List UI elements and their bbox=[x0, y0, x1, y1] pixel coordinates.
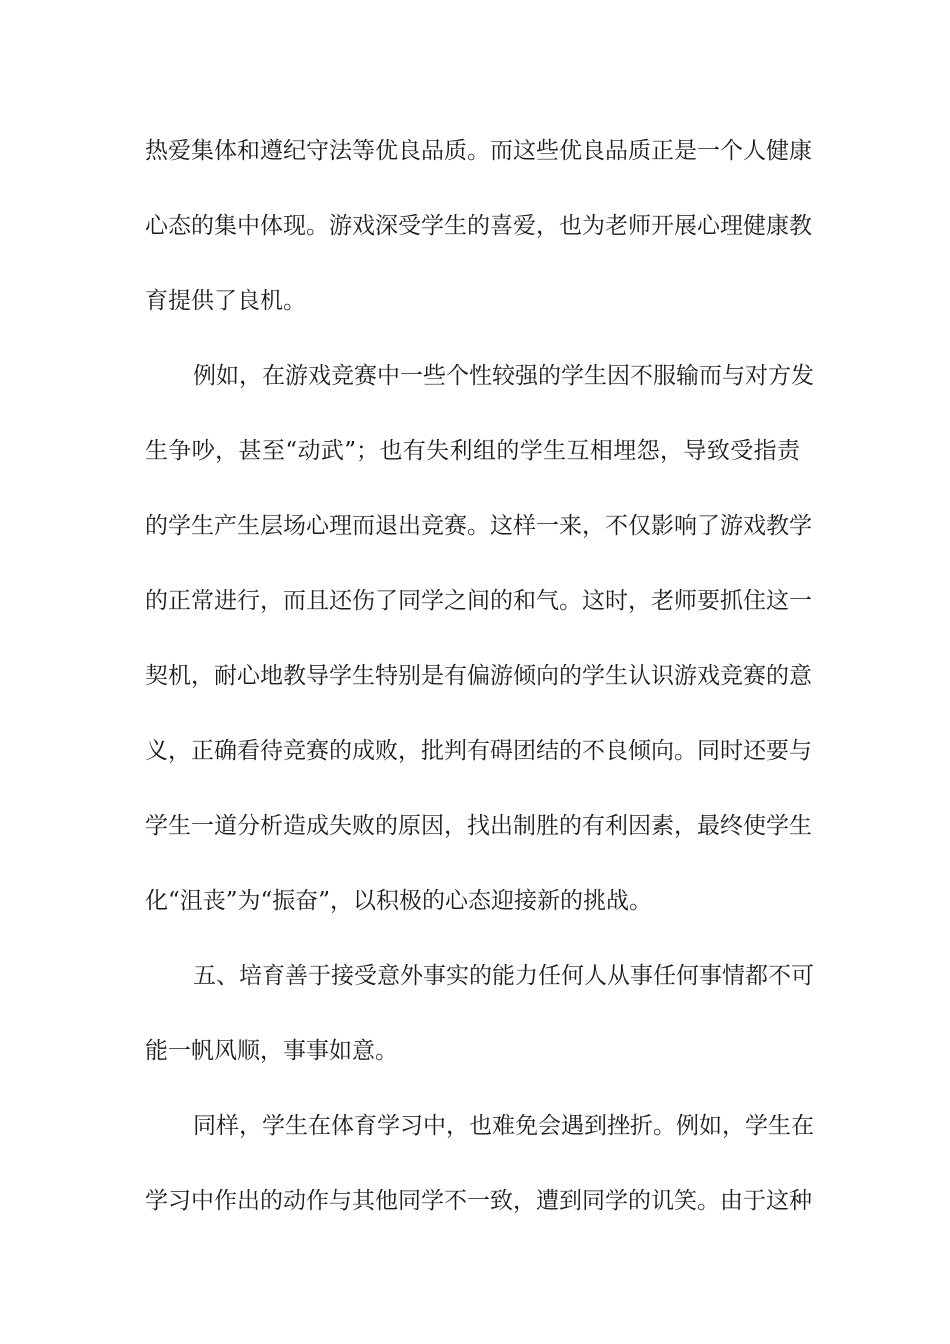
text-line: 育提供了良机。 bbox=[145, 288, 306, 314]
text-line: 生争吵，甚至“动武”；也有失利组的学生互相埋怨，导致受指责 bbox=[145, 438, 800, 464]
text-line: 心态的集中体现。游戏深受学生的喜爱，也为老师开展心理健康教 bbox=[145, 213, 812, 239]
paragraph-first-line: 例如，在游戏竞赛中一些个性较强的学生因不服输而与对方发 bbox=[193, 363, 814, 389]
text-line: 热爱集体和遵纪守法等优良品质。而这些优良品质正是一个人健康 bbox=[145, 138, 812, 164]
text-line: 契机，耐心地教导学生特别是有偏游倾向的学生认识游戏竞赛的意 bbox=[145, 663, 812, 689]
paragraph-first-line: 同样，学生在体育学习中，也难免会遇到挫折。例如，学生在 bbox=[193, 1113, 814, 1139]
section-heading-line: 五、培育善于接受意外事实的能力任何人从事任何事情都不可 bbox=[193, 963, 814, 989]
text-line: 学生一道分析造成失败的原因，找出制胜的有利因素，最终使学生 bbox=[145, 813, 812, 839]
text-line: 的正常进行，而且还伤了同学之间的和气。这时，老师要抓住这一 bbox=[145, 588, 812, 614]
text-line: 能一帆风顺，事事如意。 bbox=[145, 1038, 398, 1064]
text-line: 学习中作出的动作与其他同学不一致，遭到同学的讥笑。由于这种 bbox=[145, 1188, 812, 1214]
text-line: 义，正确看待竞赛的成败，批判有碍团结的不良倾向。同时还要与 bbox=[145, 738, 812, 764]
text-line: 化“沮丧”为“振奋”，以积极的心态迎接新的挑战。 bbox=[145, 888, 653, 914]
text-line: 的学生产生层场心理而退出竞赛。这样一来，不仅影响了游戏教学 bbox=[145, 513, 812, 539]
